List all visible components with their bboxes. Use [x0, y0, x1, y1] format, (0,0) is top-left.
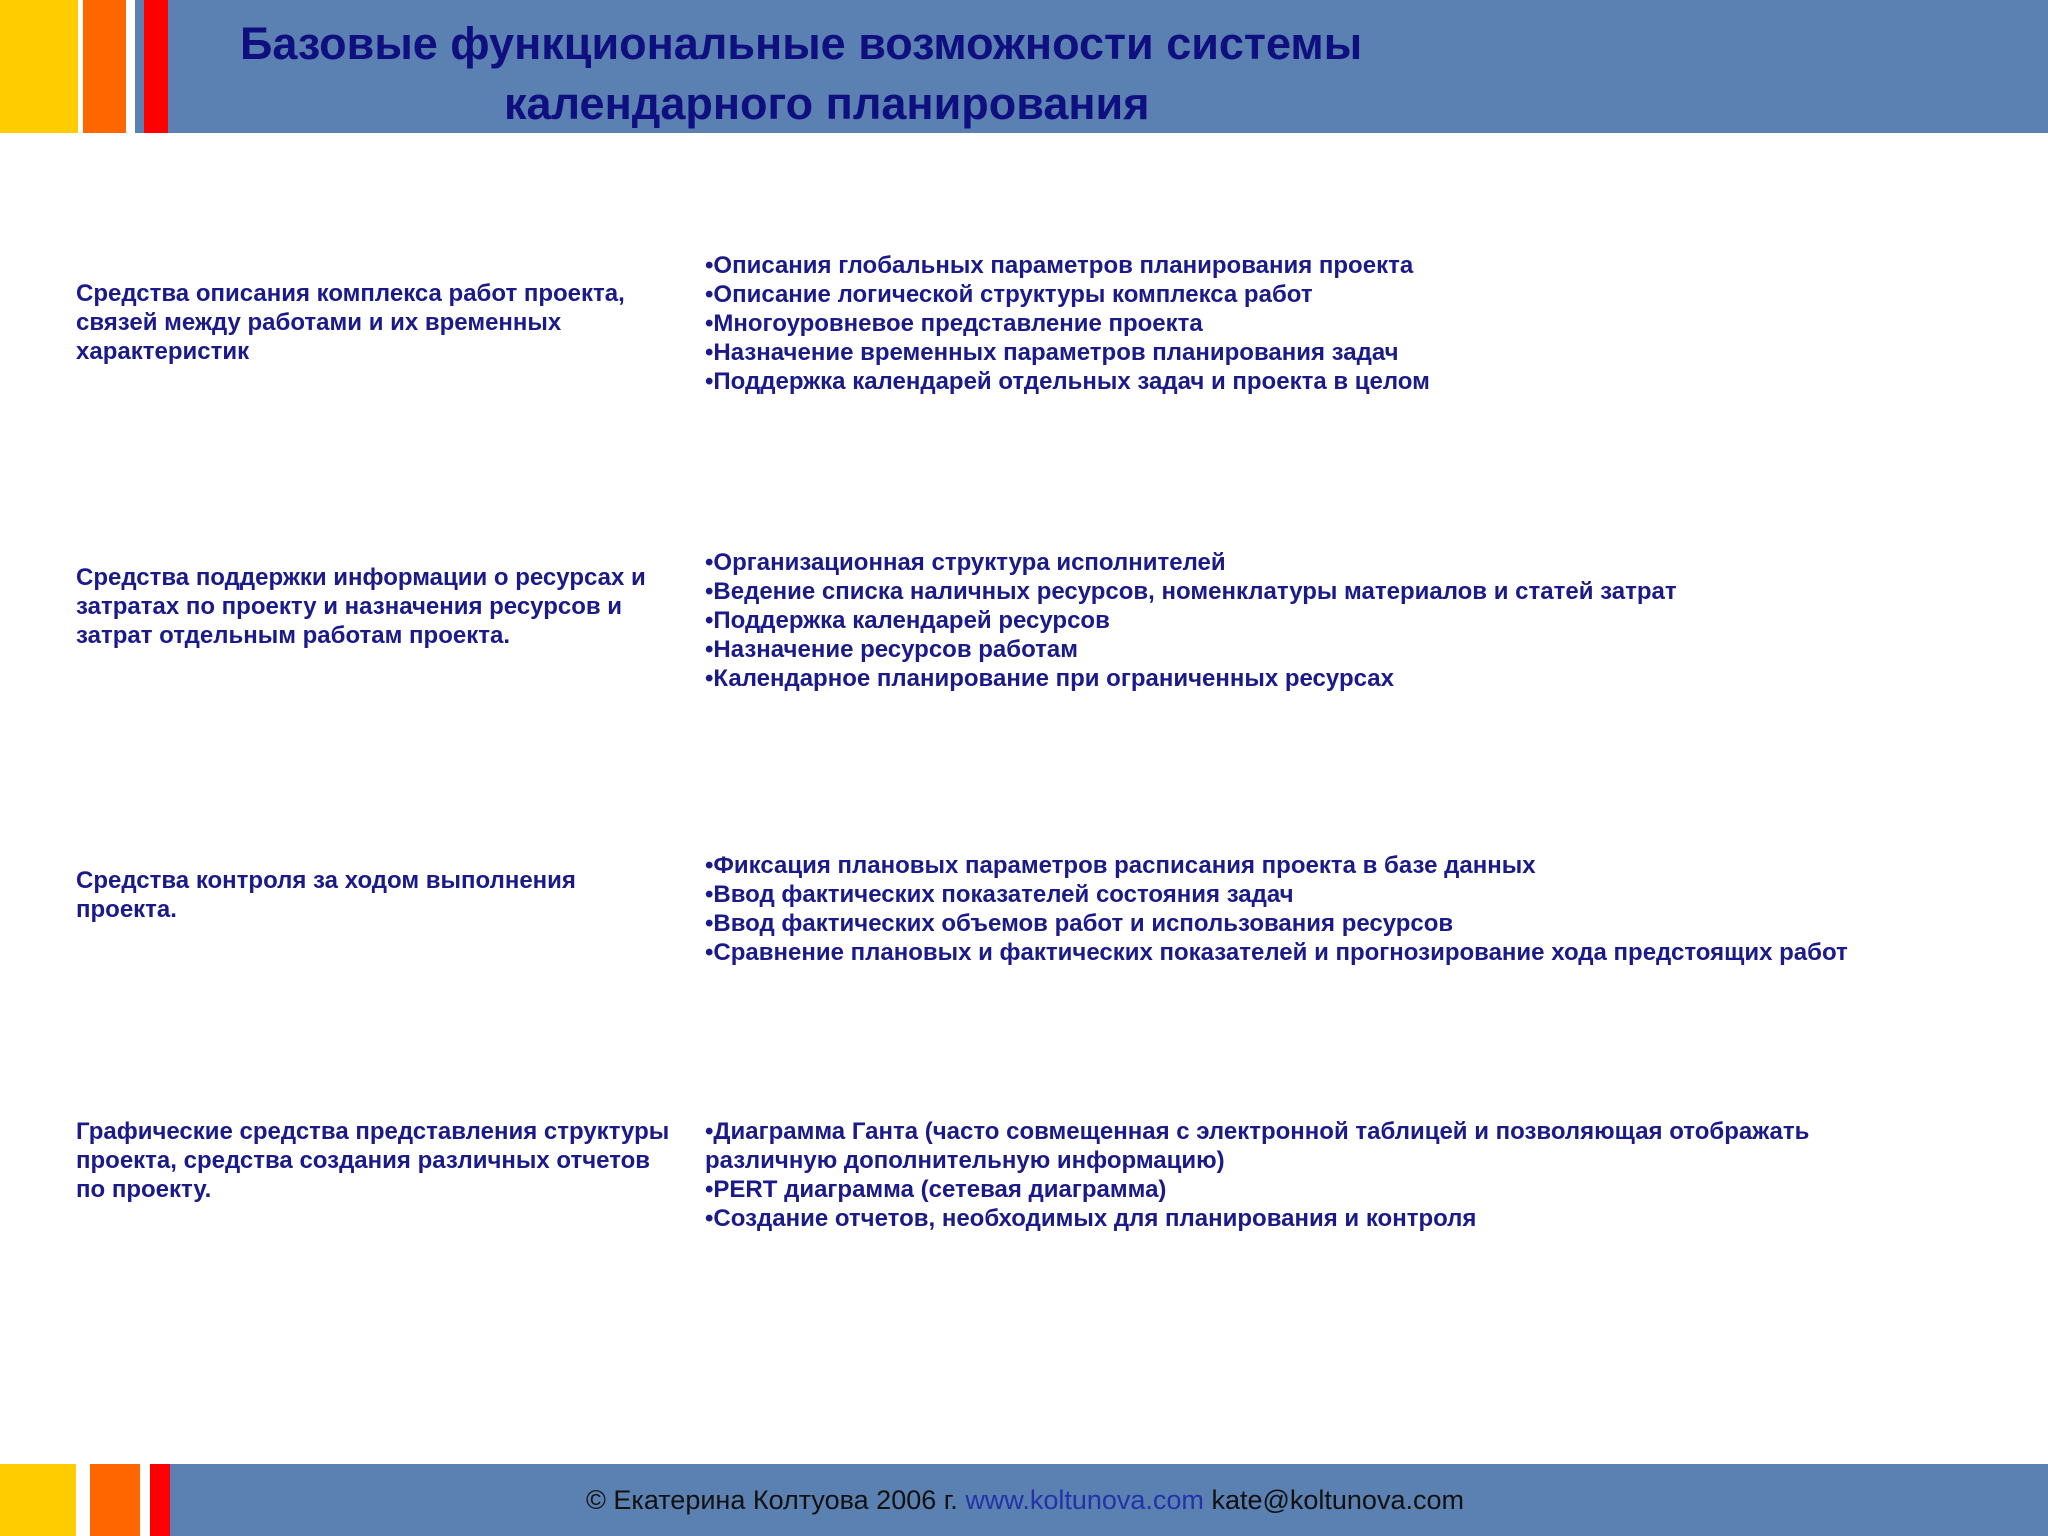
feature-list	[705, 548, 2005, 693]
feature-category: Средства поддержки информации о ресурсах и затратах по проекту и назначения ресурсов и затрат отдельным работам проекта.	[76, 564, 646, 649]
list-item: •Назначение ресурсов работам	[705, 636, 1079, 663]
footer-bar	[0, 1464, 2048, 1536]
list-item: •Сравнение плановых и фактических показателей и прогнозирование хода предстоящих работ	[705, 939, 1848, 966]
list-item: •Ввод фактических объемов работ и использования ресурсов	[705, 910, 1454, 937]
list-item: •Организационная структура исполнителей	[705, 549, 1226, 576]
page-title-line1: Базовые функциональные возможности системы	[240, 18, 1363, 69]
footer-copyright: © Екатерина Колтуова 2006 г.	[586, 1485, 958, 1515]
feature-list	[705, 1117, 1935, 1233]
header-stripe-blue	[135, 0, 144, 133]
header-bar	[0, 0, 2048, 133]
list-item: •Назначение временных параметров планирования задач	[705, 339, 1399, 366]
feature-list	[705, 851, 2005, 967]
page-title-line2: календарного планирования	[504, 78, 1150, 129]
list-item: •Диаграмма Ганта (часто совмещенная с электронной таблицей и позволяющая отображать различную дополнительную информацию)	[705, 1118, 1810, 1174]
list-item: •Поддержка календарей отдельных задач и проекта в целом	[705, 368, 1430, 395]
feature-category: Средства описания комплекса работ проекта, связей между работами и их временных характеристик	[76, 280, 625, 365]
header-stripe-yellow	[0, 0, 78, 133]
list-item: •PERT диаграмма (сетевая диаграмма)	[705, 1176, 1167, 1203]
footer-email[interactable]: kate@koltunova.com	[1211, 1485, 1464, 1515]
header-stripe-gap	[126, 0, 135, 133]
page-title	[168, 14, 1908, 134]
feature-category: Средства контроля за ходом выполнения проекта.	[76, 867, 576, 923]
list-item: •Описание логической структуры комплекса работ	[705, 281, 1313, 308]
feature-list	[705, 251, 2005, 396]
list-item: •Поддержка календарей ресурсов	[705, 607, 1110, 634]
footer-website-link[interactable]: www.koltunova.com	[965, 1485, 1204, 1515]
list-item: •Многоуровневое представление проекта	[705, 310, 1203, 337]
footer-credits	[0, 1464, 2048, 1536]
header-stripe-red	[144, 0, 168, 133]
list-item: •Ведение списка наличных ресурсов, номенклатуры материалов и статей затрат	[705, 578, 1677, 605]
list-item: •Описания глобальных параметров планирования проекта	[705, 252, 1414, 279]
list-item: •Создание отчетов, необходимых для планирования и контроля	[705, 1205, 1477, 1232]
list-item: •Ввод фактических показателей состояния задач	[705, 881, 1294, 908]
list-item: •Календарное планирование при ограниченных ресурсах	[705, 665, 1394, 692]
list-item: •Фиксация плановых параметров расписания проекта в базе данных	[705, 852, 1536, 879]
header-stripe-orange	[83, 0, 126, 133]
feature-category: Графические средства представления структуры проекта, средства создания различных отчетов по проекту.	[76, 1118, 670, 1203]
